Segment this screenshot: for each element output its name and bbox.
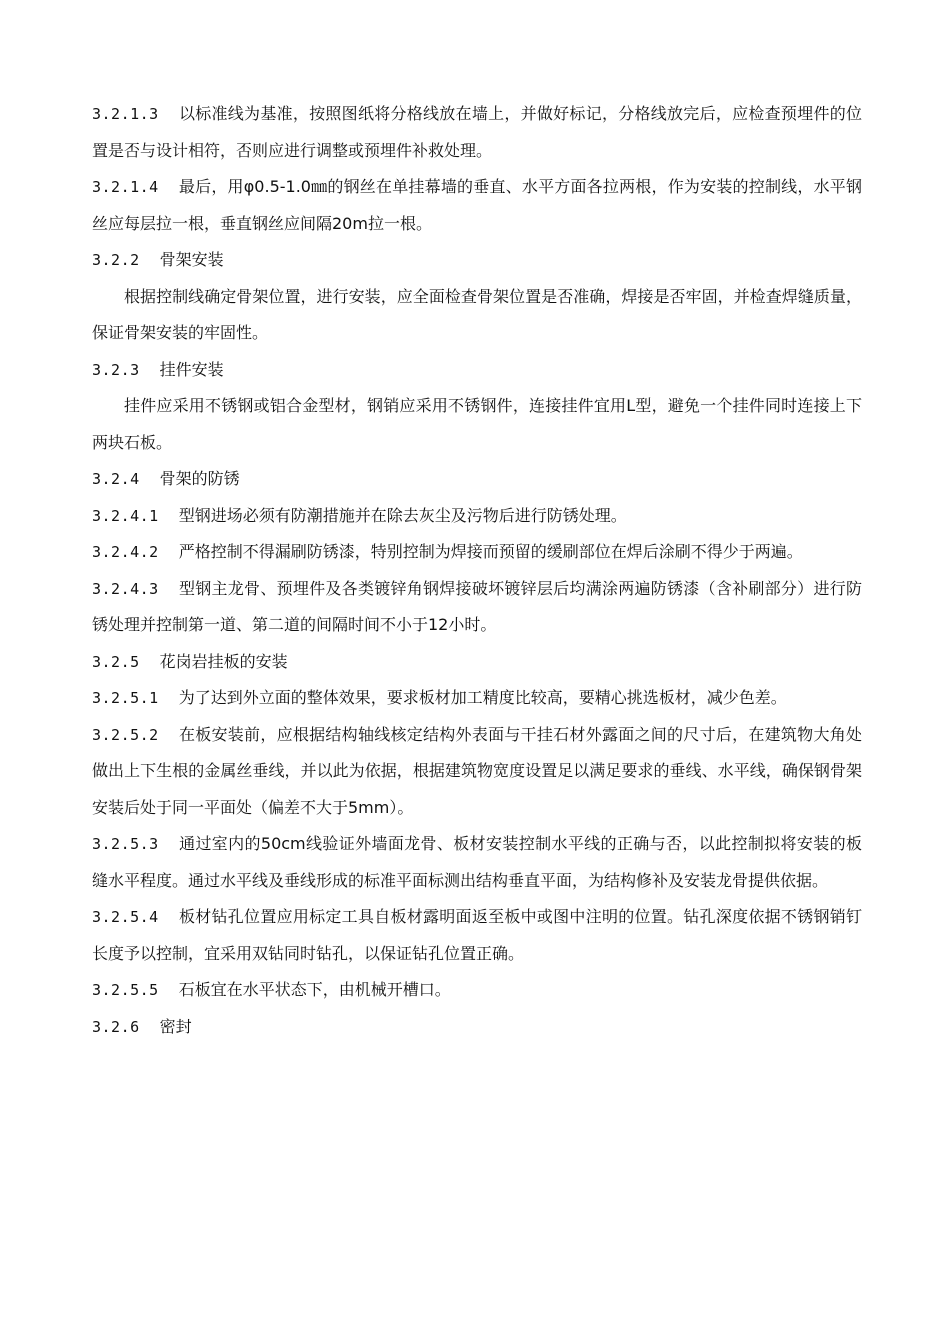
section-number: 3.2.6 bbox=[92, 1017, 140, 1036]
heading-text: 密封 bbox=[159, 1016, 192, 1036]
paragraph-text: 根据控制线确定骨架位置，进行安装，应全面检查骨架位置是否准确，焊接是否牢固，并检查焊缝质量，保证骨架安装的牢固性。 bbox=[92, 286, 862, 342]
heading-text: 挂件安装 bbox=[159, 359, 224, 379]
document-page bbox=[92, 96, 862, 1045]
paragraph-text: 以标准线为基准，按照图纸将分格线放在墙上，并做好标记，分格线放完后，应检查预埋件的位置是否与设计相符，否则应进行调整或预埋件补救处理。 bbox=[92, 104, 862, 160]
heading-3-2-5 bbox=[92, 644, 862, 681]
paragraph-text: 为了达到外立面的整体效果，要求板材加工精度比较高，要精心挑选板材，减少色差。 bbox=[178, 688, 787, 707]
section-number: 3.2.4.3 bbox=[92, 579, 159, 598]
paragraph-text: 型钢进场必须有防潮措施并在除去灰尘及污物后进行防锈处理。 bbox=[178, 505, 627, 525]
paragraph-3-2-1-3 bbox=[92, 96, 862, 169]
section-number: 3.2.4.2 bbox=[92, 543, 159, 561]
section-number: 3.2.5.3 bbox=[92, 835, 159, 853]
section-number: 3.2.2 bbox=[92, 251, 140, 269]
section-number: 3.2.3 bbox=[92, 360, 140, 379]
paragraph-text: 板材钻孔位置应用标定工具自板材露明面返至板中或图中注明的位置。钻孔深度依据不锈钢销钉长度予以控制，宜采用双钻同时钻孔，以保证钻孔位置正确。 bbox=[92, 907, 862, 963]
section-number: 3.2.4 bbox=[92, 470, 140, 488]
paragraph-3-2-5-1 bbox=[92, 680, 862, 717]
section-number: 3.2.5.1 bbox=[92, 689, 159, 707]
paragraph-hanger-install bbox=[92, 388, 862, 461]
heading-3-2-6 bbox=[92, 1009, 862, 1046]
paragraph-text: 石板宜在水平状态下，由机械开槽口。 bbox=[178, 980, 451, 999]
section-number: 3.2.1.4 bbox=[92, 178, 159, 196]
paragraph-3-2-5-5 bbox=[92, 972, 862, 1009]
heading-text: 花岗岩挂板的安装 bbox=[159, 651, 288, 671]
heading-3-2-4 bbox=[92, 461, 862, 498]
paragraph-3-2-4-2 bbox=[92, 534, 862, 571]
section-number: 3.2.5.4 bbox=[92, 908, 159, 926]
heading-text: 骨架安装 bbox=[159, 250, 224, 269]
heading-text: 骨架的防锈 bbox=[159, 469, 240, 488]
paragraph-3-2-5-4 bbox=[92, 899, 862, 972]
paragraph-3-2-4-3 bbox=[92, 571, 862, 644]
section-number: 3.2.5.2 bbox=[92, 725, 159, 744]
paragraph-text: 通过室内的50cm线验证外墙面龙骨、板材安装控制水平线的正确与否，以此控制拟将安装的板缝水平程度。通过水平线及垂线形成的标准平面标测出结构垂直平面，为结构修补及安装龙骨提供依据。 bbox=[92, 834, 862, 890]
paragraph-3-2-5-3 bbox=[92, 826, 862, 899]
paragraph-3-2-5-2 bbox=[92, 717, 862, 827]
paragraph-text: 挂件应采用不锈钢或铝合金型材，钢销应采用不锈钢件，连接挂件宜用L型，避免一个挂件同时连接上下两块石板。 bbox=[92, 396, 862, 452]
section-number: 3.2.5.5 bbox=[92, 981, 159, 999]
paragraph-skeleton-install bbox=[92, 279, 862, 352]
section-number: 3.2.1.3 bbox=[92, 105, 159, 123]
heading-3-2-3 bbox=[92, 352, 862, 389]
paragraph-text: 最后，用φ0.5-1.0㎜的钢丝在单挂幕墙的垂直、水平方面各拉两根，作为安装的控制线，水平钢丝应每层拉一根，垂直钢丝应间隔20m拉一根。 bbox=[92, 177, 862, 233]
paragraph-text: 型钢主龙骨、预埋件及各类镀锌角钢焊接破坏镀锌层后均满涂两遍防锈漆（含补刷部分）进行防锈处理并控制第一道、第二道的间隔时间不小于12小时。 bbox=[92, 578, 862, 634]
section-number: 3.2.4.1 bbox=[92, 506, 159, 525]
paragraph-3-2-1-4 bbox=[92, 169, 862, 242]
paragraph-3-2-4-1 bbox=[92, 498, 862, 535]
section-number: 3.2.5 bbox=[92, 652, 140, 671]
heading-3-2-2 bbox=[92, 242, 862, 279]
paragraph-text: 严格控制不得漏刷防锈漆，特别控制为焊接而预留的缓刷部位在焊后涂刷不得少于两遍。 bbox=[178, 542, 803, 561]
paragraph-text: 在板安装前，应根据结构轴线核定结构外表面与干挂石材外露面之间的尺寸后，在建筑物大角处做出上下生根的金属丝垂线，并以此为依据，根据建筑物宽度设置足以满足要求的垂线、水平线，确保钢骨架安装后处于同一平面处（偏差不大于5mm）。 bbox=[92, 724, 862, 817]
